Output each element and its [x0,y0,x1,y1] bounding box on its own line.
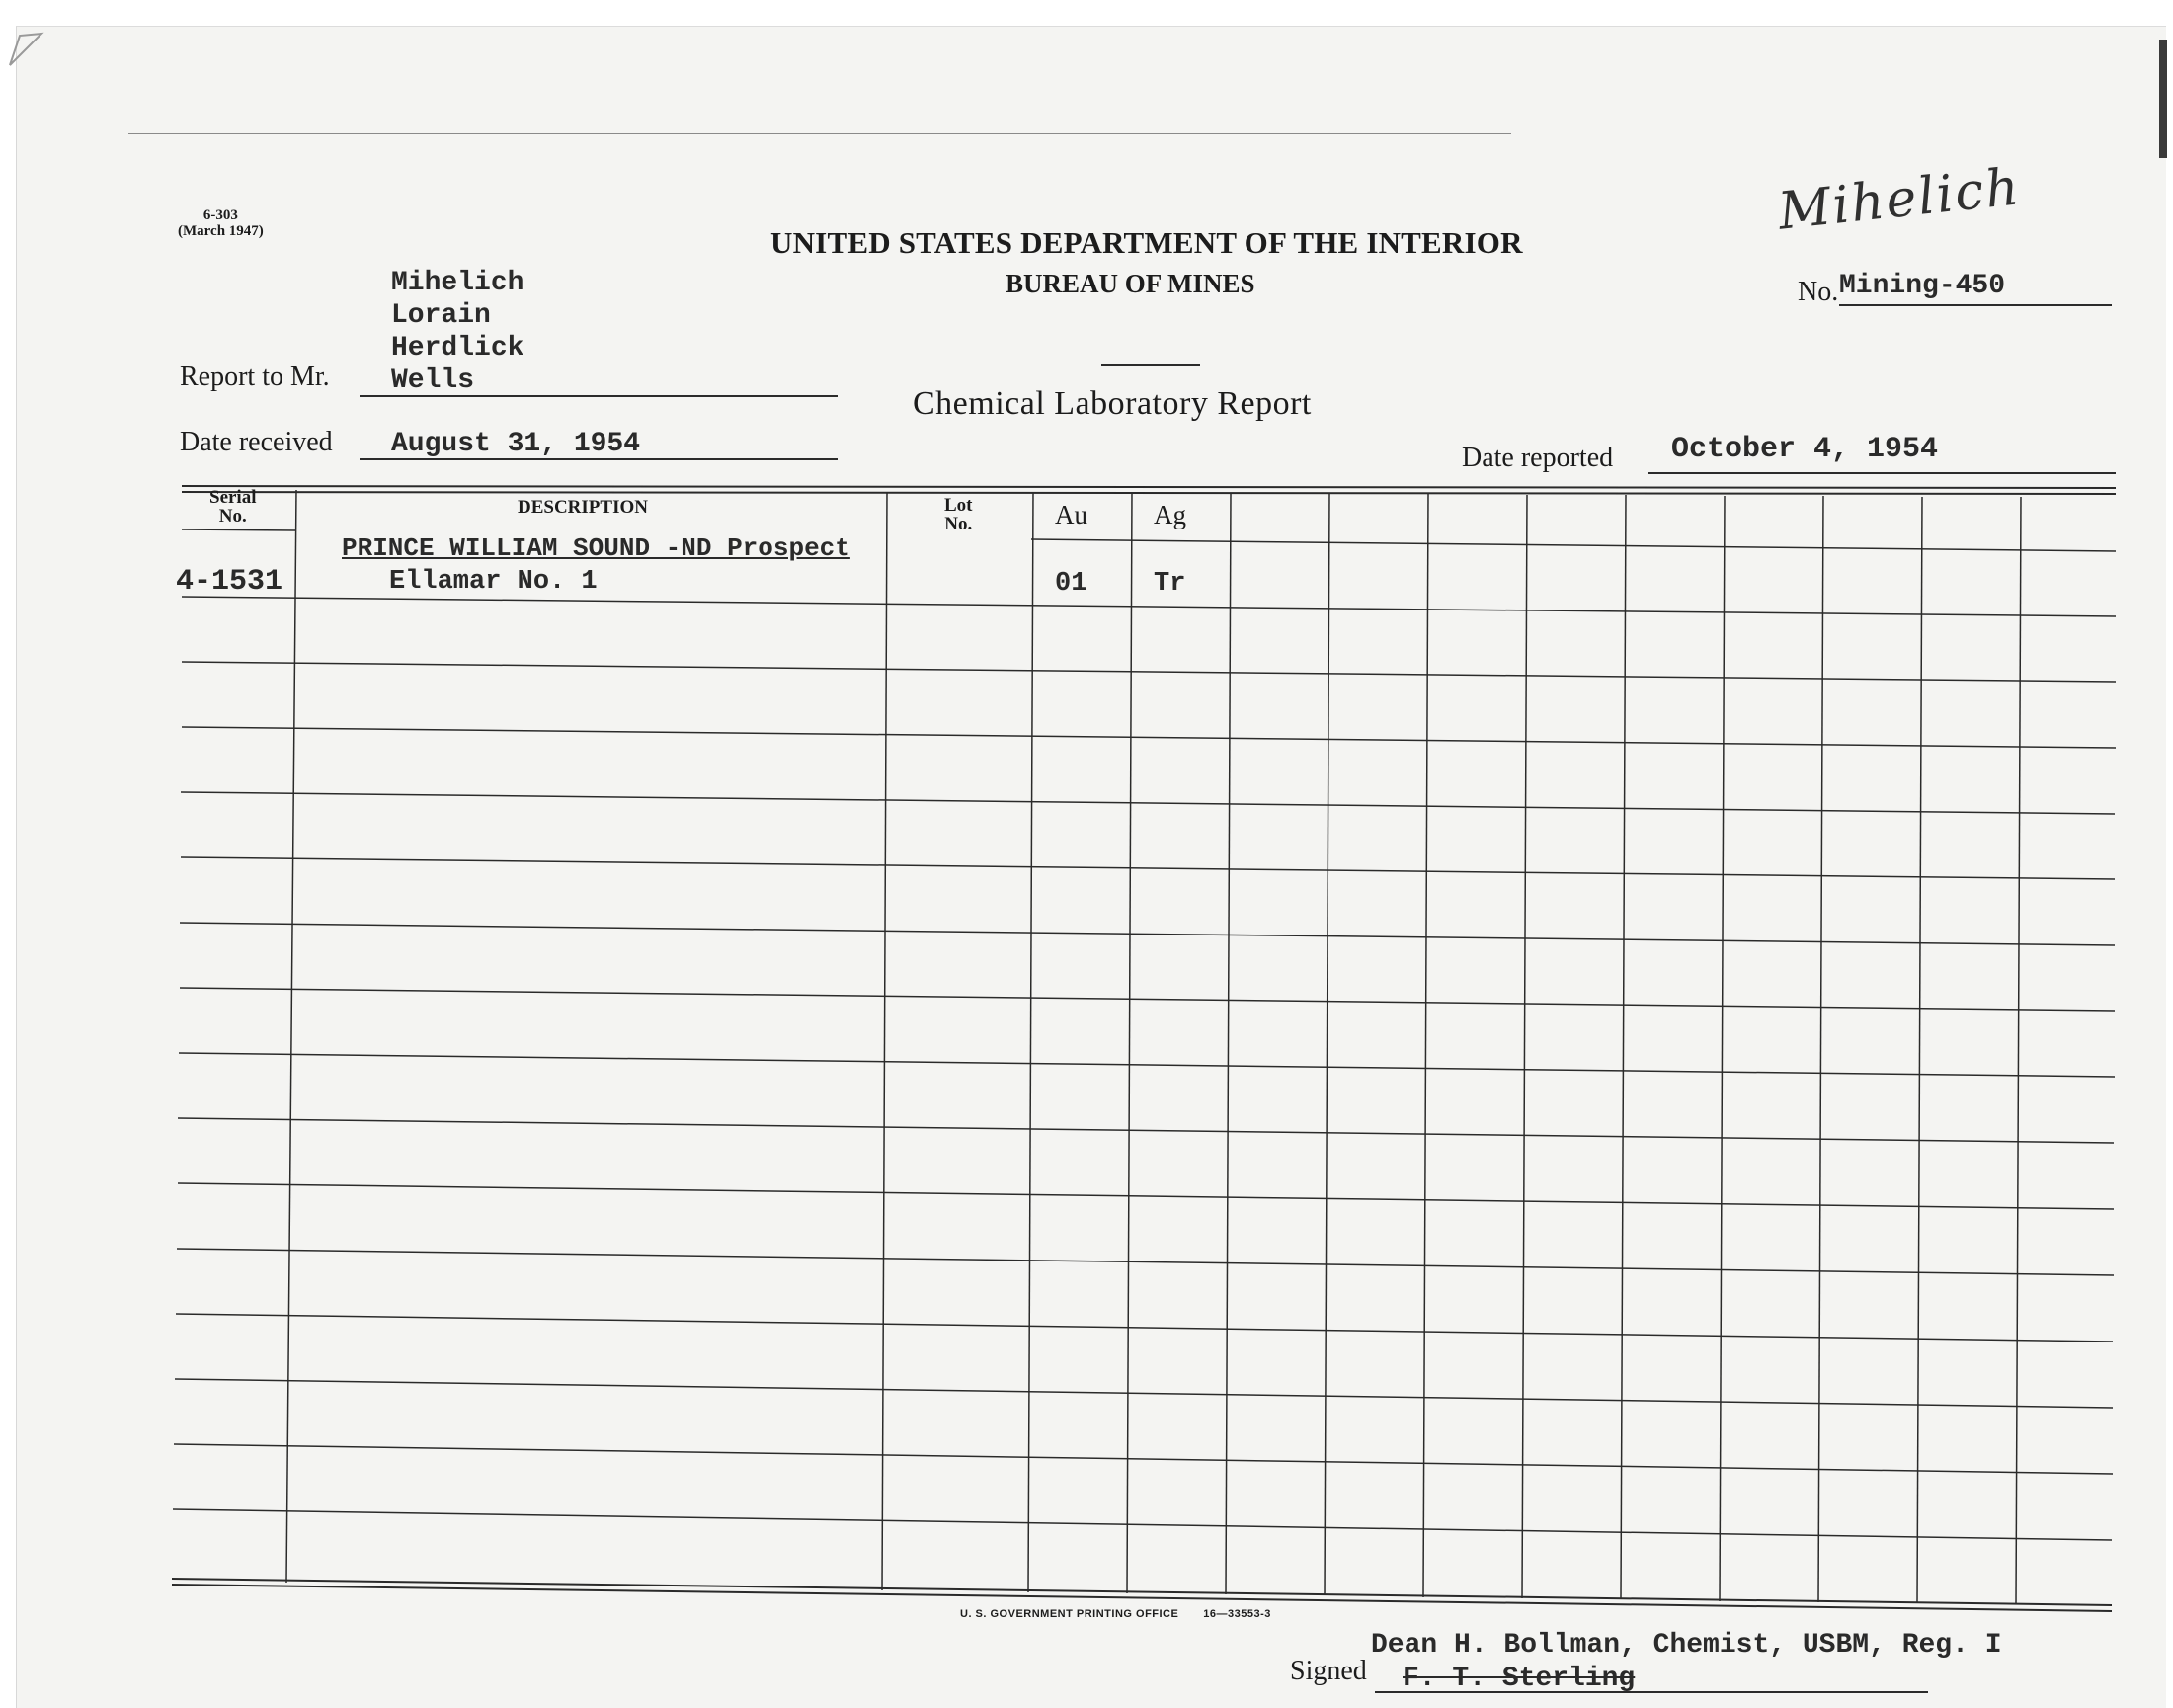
ag-cell: Tr [1154,569,1186,599]
bureau-heading: BUREAU OF MINES [1006,269,1255,298]
handwritten-name: Mihelich [1775,157,2024,242]
lot-header: Lot No. [944,495,973,534]
date-received-value: August 31, 1954 [391,429,641,459]
date-received-label: Date received [180,427,333,457]
signer-typed: Dean H. Bollman, Chemist, USBM, Reg. I [1371,1630,2002,1661]
form-number: 6-303 (March 1947) [178,207,264,239]
report-to-label: Report to Mr. [180,362,330,392]
report-to-names: Mihelich Lorain Herdlick Wells [391,268,524,396]
date-reported-value: October 4, 1954 [1671,433,1939,466]
report-title: Chemical Laboratory Report [913,385,1312,422]
signature-underline [1375,1691,1928,1693]
serial-header: Serial No. [209,487,257,527]
scan-edge-mark [2159,40,2167,158]
au-header: Au [1055,500,1087,529]
ag-header: Ag [1154,500,1186,529]
signed-label: Signed [1290,1656,1367,1686]
serial-cell: 4-1531 [176,565,283,599]
department-heading: UNITED STATES DEPARTMENT OF THE INTERIOR [770,225,1523,260]
printing-office: U. S. GOVERNMENT PRINTING OFFICE 16—33553-3 [960,1608,1271,1620]
number-label: No. [1798,277,1839,307]
description-line-1: PRINCE WILLIAM SOUND -ND Prospect [342,533,850,563]
struck-name: F. T. Sterling [1403,1664,1636,1694]
au-cell: 01 [1055,569,1087,599]
description-line-2: Ellamar No. 1 [389,567,598,597]
date-reported-label: Date reported [1462,443,1614,473]
description-header: DESCRIPTION [518,497,648,518]
number-value: Mining-450 [1839,271,2006,301]
